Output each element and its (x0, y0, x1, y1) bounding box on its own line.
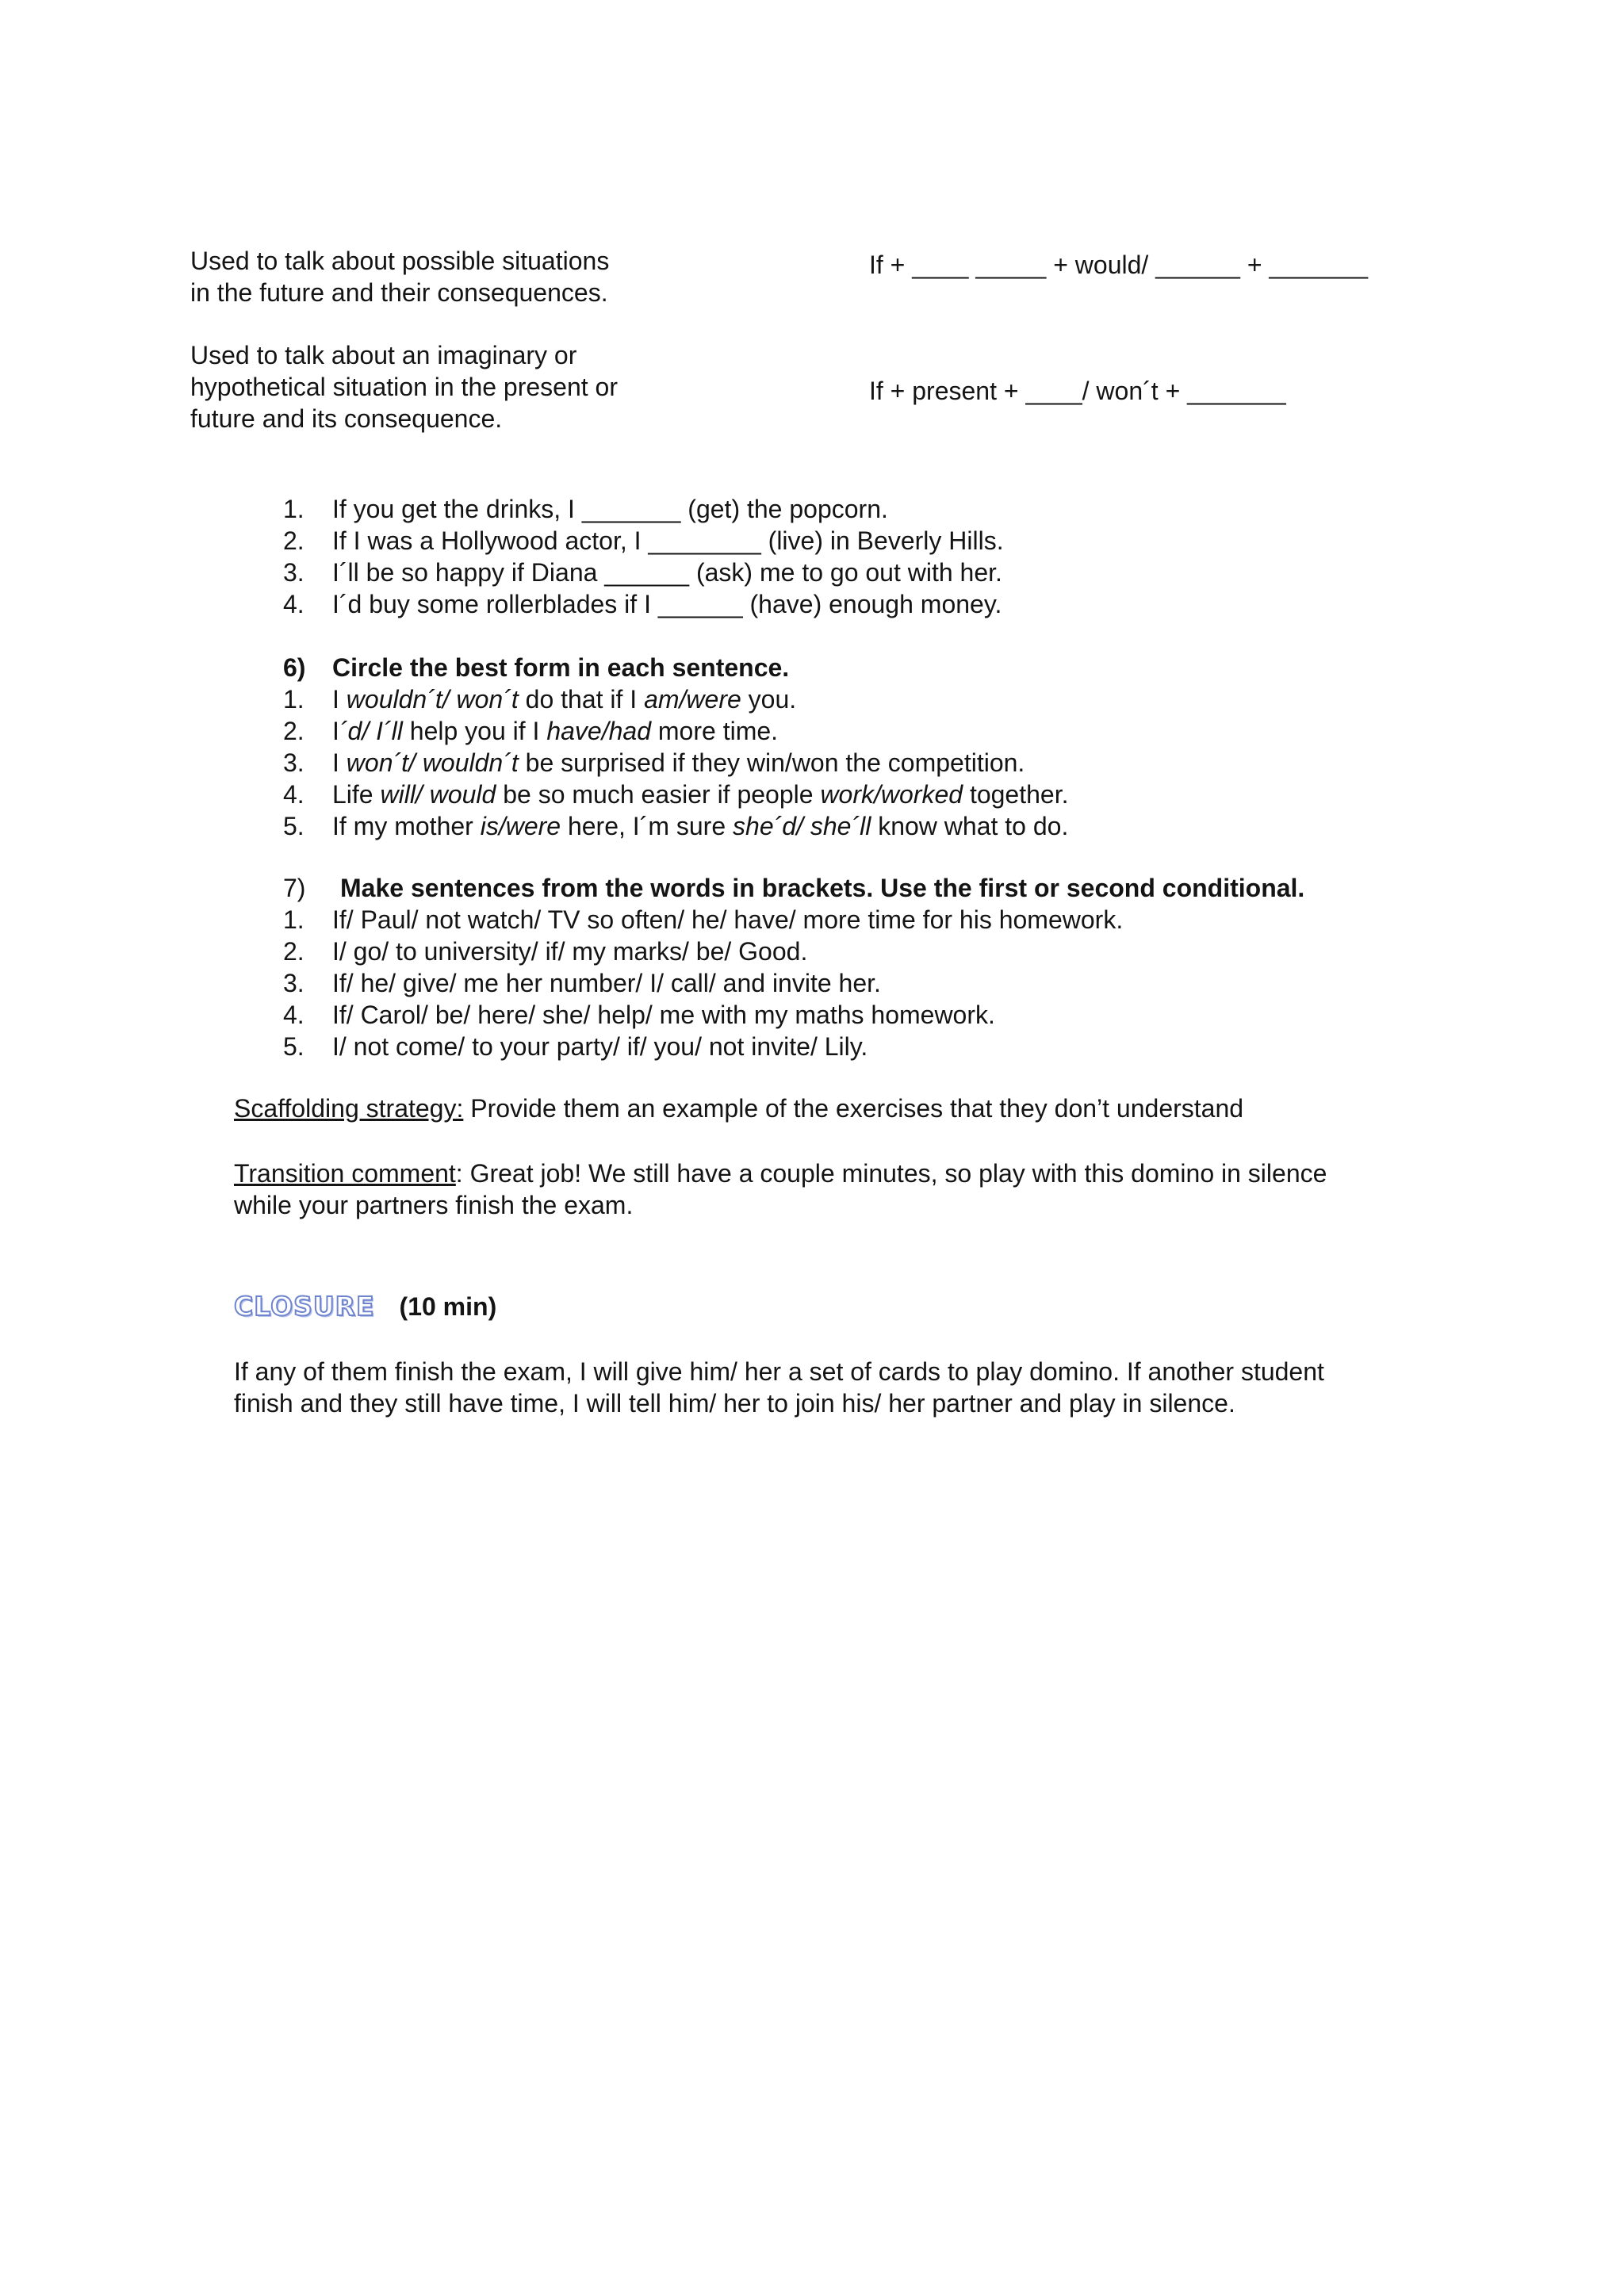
scaffolding-label: Scaffolding strategy: (234, 1094, 464, 1123)
exercise-7-item-text: If/ he/ give/ me her number/ I/ call/ and invite her. (332, 969, 881, 997)
formula-first: If + ____ _____ + would/ ______ + _______ (869, 251, 1368, 279)
exercise-6-item-text: Life will/ would be so much easier if people work/worked together. (332, 780, 1069, 809)
exercise-6-item-5 (283, 810, 1473, 842)
exercise-6 (283, 652, 1473, 842)
closure-text: If any of them finish the exam, I will give him/ her a set of cards to play domino. If another student finish and they still have time, I will tell him/ her to join his/ her partner and play in silence. (234, 1357, 1324, 1418)
exercise-7-item-4 (283, 999, 1473, 1031)
scaffolding-strategy (234, 1093, 1243, 1124)
second-conditional-line-2: hypothetical situation in the present or (190, 373, 618, 401)
fill-exercise-item-number: 1. (283, 495, 304, 523)
exercise-6-item-text: I wouldn´t/ won´t do that if I am/were you. (332, 685, 797, 714)
exercise-7-item-3 (283, 967, 1473, 999)
exercise-6-title: Circle the best form in each sentence. (332, 653, 790, 682)
exercise-6-item-number: 5. (283, 812, 304, 840)
exercise-6-item-text: I´d/ I´ll help you if I have/had more time. (332, 717, 779, 745)
closure-heading (234, 1291, 496, 1322)
exercise-7 (283, 872, 1473, 1062)
exercise-7-item-text: I/ go/ to university/ if/ my marks/ be/ Good. (332, 937, 808, 966)
transition-label: Transition comment (234, 1159, 456, 1188)
transition-comment (234, 1158, 1344, 1221)
closure-duration: (10 min) (399, 1292, 497, 1321)
exercise-7-item-2 (283, 936, 1473, 967)
exercise-6-item-4 (283, 779, 1473, 810)
first-conditional-description (190, 245, 609, 308)
fill-exercise-list (283, 493, 1473, 620)
fill-exercise-item-number: 3. (283, 558, 304, 587)
fill-exercise-item-text: I´d buy some rollerblades if I ______ (have) enough money. (332, 590, 1002, 618)
exercise-7-heading (283, 872, 1473, 904)
fill-exercise-item-text: I´ll be so happy if Diana ______ (ask) me to go out with her. (332, 558, 1002, 587)
fill-exercise-item-4 (283, 588, 1473, 620)
exercise-6-heading (283, 652, 1473, 683)
exercise-6-item-number: 1. (283, 685, 304, 714)
exercise-6-item-text: I won´t/ wouldn´t be surprised if they win/won the competition. (332, 748, 1025, 777)
fill-exercise-item-text: If I was a Hollywood actor, I ________ (live) in Beverly Hills. (332, 526, 1004, 555)
exercise-7-item-number: 4. (283, 1001, 304, 1029)
fill-exercise-item-1 (283, 493, 1473, 525)
exercise-6-item-number: 4. (283, 780, 304, 809)
exercise-6-item-number: 2. (283, 717, 304, 745)
fill-exercise-item-2 (283, 525, 1473, 557)
first-conditional-line-2: in the future and their consequences. (190, 278, 608, 307)
exercise-7-item-5 (283, 1031, 1473, 1062)
transition-text: : Great job! We still have a couple minutes, so play with this domino in silence while your partners finish the exam. (234, 1159, 1327, 1219)
exercise-7-item-number: 2. (283, 937, 304, 966)
exercise-7-title: Make sentences from the words in brackets. Use the first or second conditional. (340, 874, 1305, 902)
exercise-7-item-text: If/ Paul/ not watch/ TV so often/ he/ have/ more time for his homework. (332, 905, 1124, 934)
first-conditional-line-1: Used to talk about possible situations (190, 247, 610, 275)
scaffolding-text: Provide them an example of the exercises that they don’t understand (463, 1094, 1244, 1123)
fill-exercise-item-3 (283, 557, 1473, 588)
exercise-6-item-number: 3. (283, 748, 304, 777)
exercise-7-item-number: 5. (283, 1032, 304, 1061)
exercise-7-item-number: 1. (283, 905, 304, 934)
exercise-6-item-text: If my mother is/were here, I´m sure she´d/ she´ll know what to do. (332, 812, 1069, 840)
formula-second: If + present + ____/ won´t + _______ (869, 377, 1286, 405)
exercise-6-item-2 (283, 715, 1473, 747)
exercise-7-number: 7) (283, 874, 306, 902)
fill-exercise-item-number: 4. (283, 590, 304, 618)
second-conditional-description (190, 339, 618, 434)
exercise-7-item-text: I/ not come/ to your party/ if/ you/ not invite/ Lily. (332, 1032, 868, 1061)
exercise-6-number: 6) (283, 653, 306, 682)
exercise-6-item-3 (283, 747, 1473, 779)
fill-exercise-item-text: If you get the drinks, I _______ (get) the popcorn. (332, 495, 888, 523)
second-conditional-line-3: future and its consequence. (190, 404, 503, 433)
fill-exercise-item-number: 2. (283, 526, 304, 555)
exercise-6-item-1 (283, 683, 1473, 715)
second-conditional-line-1: Used to talk about an imaginary or (190, 341, 577, 369)
closure-title: CLOSURE (234, 1291, 375, 1322)
exercise-7-item-1 (283, 904, 1473, 936)
exercise-7-item-text: If/ Carol/ be/ here/ she/ help/ me with my maths homework. (332, 1001, 995, 1029)
exercise-7-item-number: 3. (283, 969, 304, 997)
